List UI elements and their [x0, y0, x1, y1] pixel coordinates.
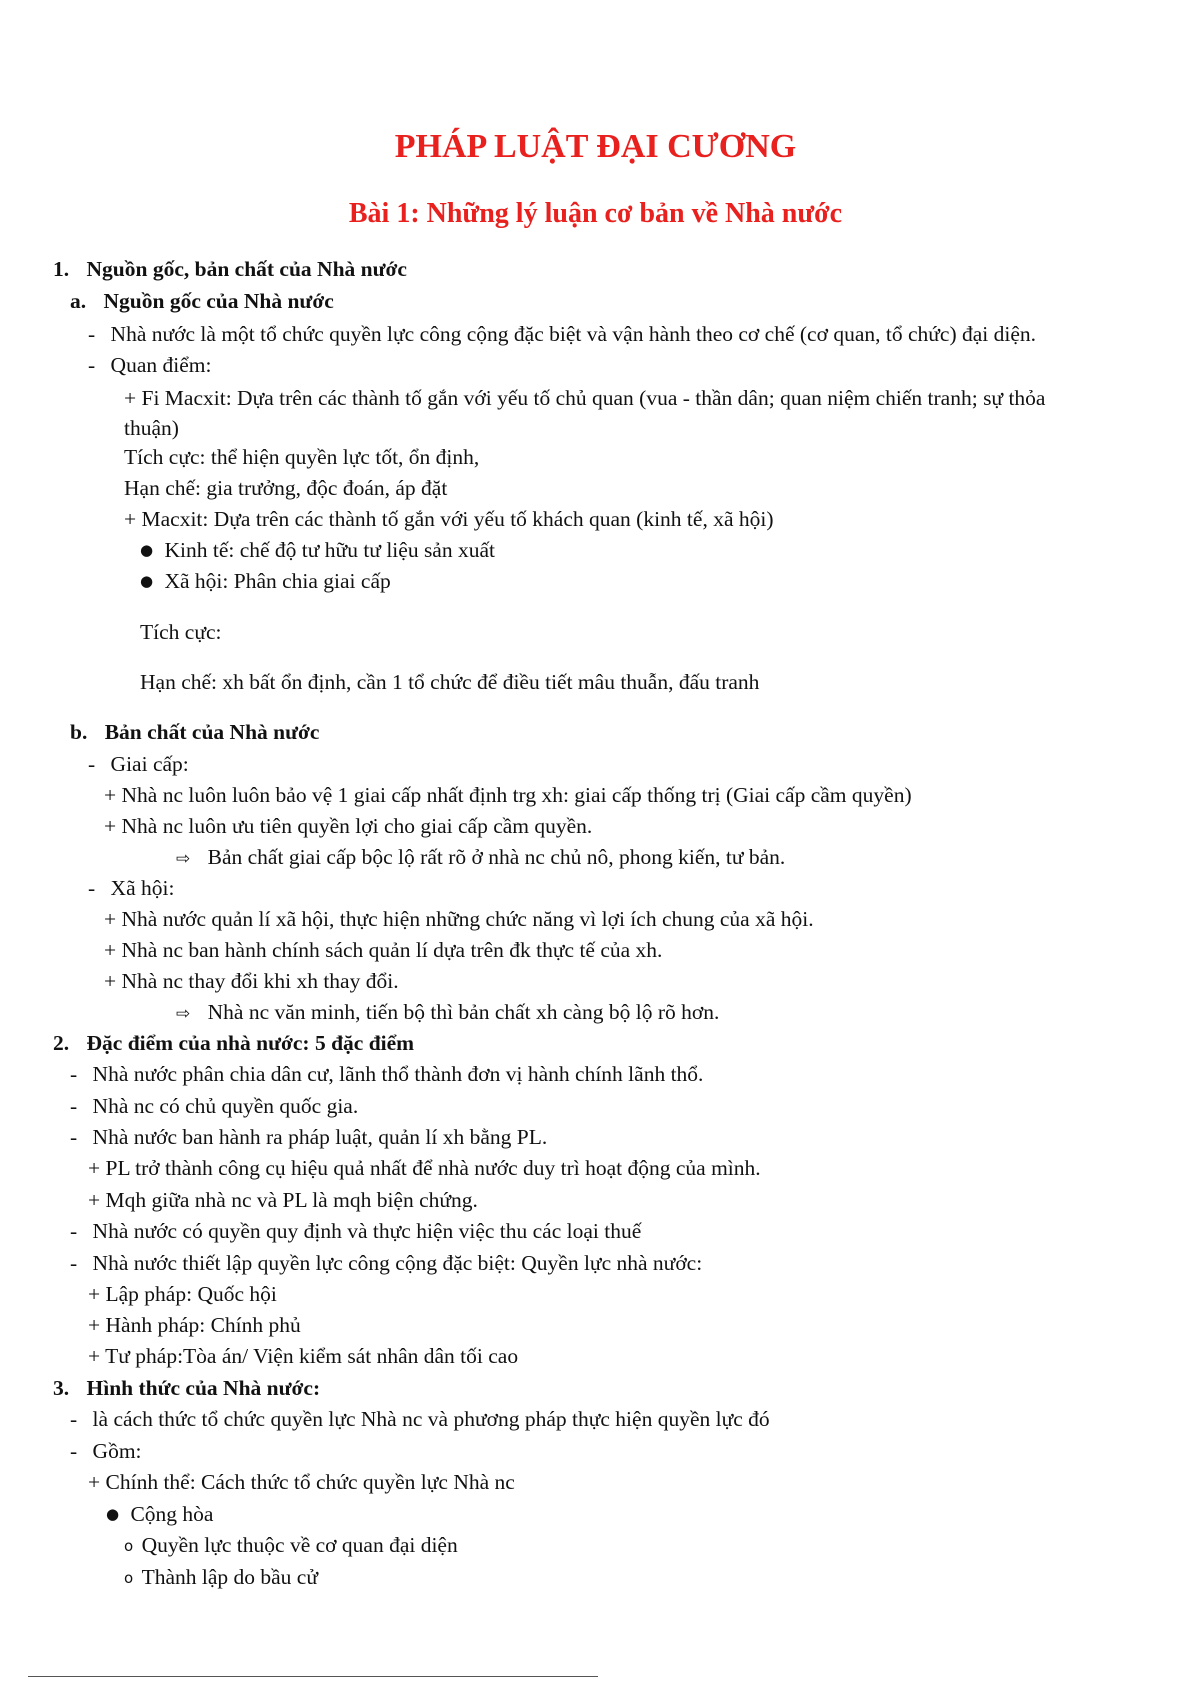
text-line: + Nhà nc ban hành chính sách quản lí dựa trên đk thực tế của xh. [104, 938, 663, 962]
text-line: + Hành pháp: Chính phủ [88, 1313, 301, 1337]
section-2-heading [53, 1029, 414, 1057]
text-line: Hạn chế: xh bất ổn định, cần 1 tổ chức để điều tiết mâu thuẫn, đấu tranh [140, 670, 760, 694]
dash-marker: - [70, 1125, 78, 1149]
document-title: PHÁP LUẬT ĐẠI CƯƠNG [394, 128, 797, 165]
list-item [140, 567, 391, 597]
subsection-letter: a. [70, 289, 87, 313]
circle-bullet-icon: o [124, 1569, 134, 1587]
circle-bullet-icon: o [124, 1537, 134, 1555]
text-line: Tích cực: [140, 620, 222, 644]
conclusion-line [176, 843, 785, 873]
text-line: + Fi Macxit: Dựa trên các thành tố gắn với yếu tố chủ quan (vua - thần dân; quan niệm chiến tranh; sự thỏa [124, 386, 1046, 410]
list-item [70, 1405, 770, 1433]
subsection-title: Nguồn gốc của Nhà nước [103, 289, 334, 313]
text-line: + PL trở thành công cụ hiệu quả nhất để nhà nước duy trì hoạt động của mình. [88, 1156, 761, 1180]
dash-marker: - [88, 876, 96, 900]
list-item [70, 1060, 703, 1088]
section-1-heading [53, 255, 407, 283]
list-item [70, 1437, 142, 1465]
list-item [106, 1500, 213, 1530]
section-title: Nguồn gốc, bản chất của Nhà nước [86, 257, 407, 281]
dash-marker: - [88, 752, 96, 776]
conclusion-line [176, 998, 719, 1028]
list-item-text: Quan điểm: [110, 353, 212, 377]
subsection-1b-heading [70, 718, 319, 746]
list-item [88, 874, 174, 902]
arrow-right-icon: ⇨ [176, 849, 191, 869]
section-title: Đặc điểm của nhà nước: 5 đặc điểm [86, 1031, 415, 1055]
text-line: + Chính thể: Cách thức tổ chức quyền lực Nhà nc [88, 1470, 515, 1494]
conclusion-text: Bản chất giai cấp bộc lộ rất rõ ở nhà nc chủ nô, phong kiến, tư bản. [207, 845, 786, 869]
dash-marker: - [70, 1062, 78, 1086]
list-item-text: Xã hội: [110, 876, 175, 900]
list-item-text: Giai cấp: [110, 752, 189, 776]
text-line: + Macxit: Dựa trên các thành tố gắn với yếu tố khách quan (kinh tế, xã hội) [124, 507, 774, 531]
list-item-text: Nhà nc có chủ quyền quốc gia. [92, 1094, 359, 1118]
bullet-icon: ● [140, 541, 154, 559]
text-line: + Mqh giữa nhà nc và PL là mqh biện chứng. [88, 1188, 478, 1212]
list-item [124, 1563, 318, 1593]
arrow-right-icon: ⇨ [176, 1004, 191, 1024]
section-number: 3. [53, 1376, 70, 1400]
subsection-title: Bản chất của Nhà nước [104, 720, 320, 744]
text-line: + Nhà nước quản lí xã hội, thực hiện những chức năng vì lợi ích chung của xã hội. [104, 907, 814, 931]
list-item-text: Gồm: [92, 1439, 142, 1463]
list-item [70, 1092, 358, 1120]
list-item [140, 536, 495, 566]
dash-marker: - [70, 1407, 78, 1431]
list-item-text: Nhà nước có quyền quy định và thực hiện việc thu các loại thuế [92, 1219, 642, 1243]
dash-marker: - [70, 1251, 78, 1275]
dash-marker: - [88, 353, 96, 377]
text-line: + Nhà nc luôn luôn bảo vệ 1 giai cấp nhất định trg xh: giai cấp thống trị (Giai cấp cầm quyền) [104, 783, 912, 807]
section-number: 1. [53, 257, 70, 281]
text-line: + Nhà nc thay đổi khi xh thay đổi. [104, 969, 399, 993]
list-item-text: Nhà nước thiết lập quyền lực công cộng đặc biệt: Quyền lực nhà nước: [92, 1251, 703, 1275]
list-item [88, 750, 189, 778]
list-item-text: Thành lập do bầu cử [141, 1565, 318, 1589]
footer-divider [28, 1676, 598, 1677]
subsection-letter: b. [70, 720, 88, 744]
list-item [70, 1249, 702, 1277]
list-item [70, 1123, 547, 1151]
list-item-text: Xã hội: Phân chia giai cấp [164, 569, 391, 593]
section-3-heading [53, 1374, 320, 1402]
dash-marker: - [70, 1439, 78, 1463]
list-item-text: Nhà nước ban hành ra pháp luật, quản lí xh bằng PL. [92, 1125, 548, 1149]
list-item [124, 1531, 458, 1561]
section-number: 2. [53, 1031, 70, 1055]
text-line: Tích cực: thể hiện quyền lực tốt, ổn định, [124, 445, 480, 469]
text-line: + Lập pháp: Quốc hội [88, 1282, 277, 1306]
list-item [88, 351, 211, 379]
bullet-icon: ● [140, 572, 154, 590]
dash-marker: - [70, 1094, 78, 1118]
list-item-text: Nhà nước là một tổ chức quyền lực công cộng đặc biệt và vận hành theo cơ chế (cơ quan, tổ chức) đại diện. [110, 322, 1037, 346]
conclusion-text: Nhà nc văn minh, tiến bộ thì bản chất xh càng bộ lộ rõ hơn. [207, 1000, 720, 1024]
list-item [70, 1217, 641, 1245]
list-item-text: Kinh tế: chế độ tư hữu tư liệu sản xuất [164, 538, 495, 562]
list-item-text: Quyền lực thuộc về cơ quan đại diện [141, 1533, 458, 1557]
text-line: + Nhà nc luôn ưu tiên quyền lợi cho giai cấp cầm quyền. [104, 814, 593, 838]
list-item [88, 320, 1036, 348]
text-line: thuận) [124, 416, 179, 440]
subsection-1a-heading [70, 287, 334, 315]
list-item-text: Nhà nước phân chia dân cư, lãnh thổ thành đơn vị hành chính lãnh thổ. [92, 1062, 704, 1086]
text-line: + Tư pháp:Tòa án/ Viện kiểm sát nhân dân tối cao [88, 1344, 519, 1368]
list-item-text: là cách thức tổ chức quyền lực Nhà nc và phương pháp thực hiện quyền lực đó [92, 1407, 770, 1431]
text-line: Hạn chế: gia trưởng, độc đoán, áp đặt [124, 476, 448, 500]
list-item-text: Cộng hòa [130, 1502, 214, 1526]
bullet-icon: ● [106, 1505, 120, 1523]
lesson-subtitle: Bài 1: Những lý luận cơ bản về Nhà nước [348, 198, 843, 229]
section-title: Hình thức của Nhà nước: [86, 1376, 321, 1400]
dash-marker: - [88, 322, 96, 346]
dash-marker: - [70, 1219, 78, 1243]
